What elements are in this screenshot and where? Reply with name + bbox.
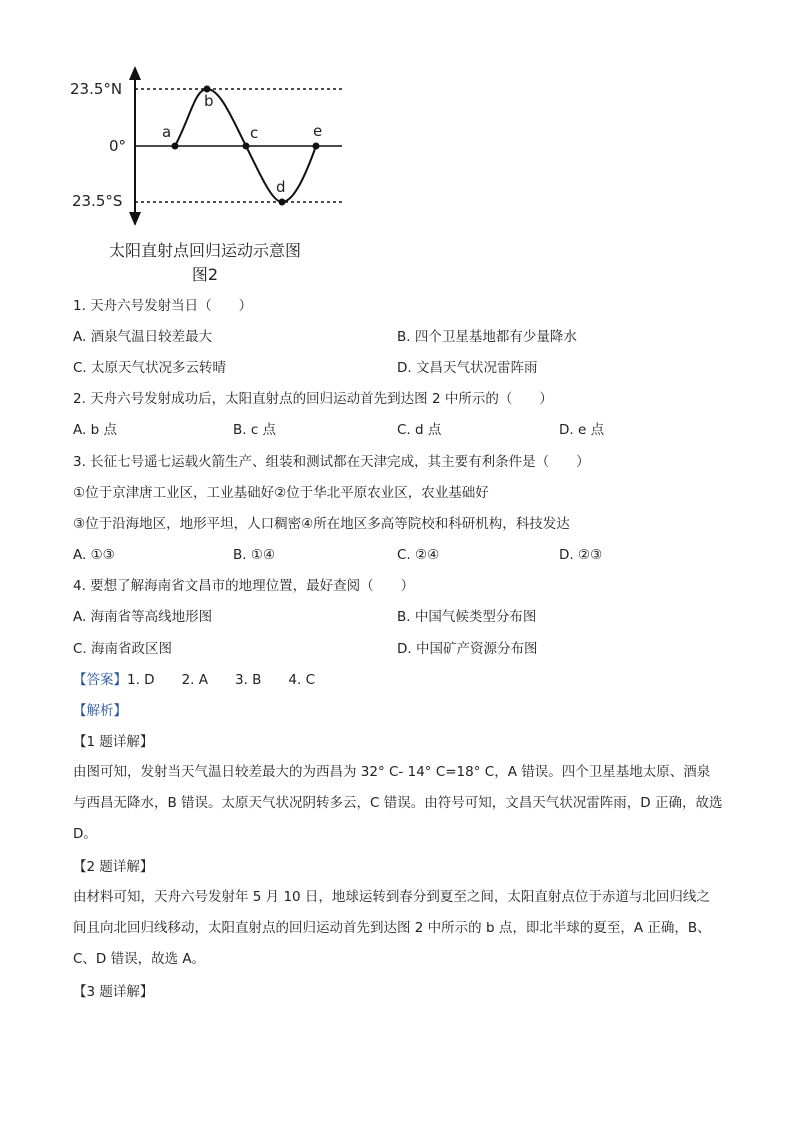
label-23-5-s: 23.5°S [72, 192, 123, 210]
question-3-stem: 3. 长征七号遥七运载火箭生产、组装和测试都在天津完成，其主要有利条件是（ ） [73, 454, 590, 470]
question-2-option-b: B. c 点 [233, 422, 277, 438]
question-2-option-c: C. d 点 [397, 422, 442, 438]
analysis-label: 【解析】 [73, 703, 127, 719]
sun-movement-figure [60, 58, 360, 288]
detail-2-text: 由材料可知，天舟六号发射年 5 月 10 日，地球运转到春分到夏至之间，太阳直射点位于赤道与北回归线之间且向北回归线移动，太阳直射点的回归运动首先到达图 2 中所示的 b 点，即北半球的夏至，A 正确，B、C、D 错误，故选 A。 [73, 889, 711, 967]
question-4-option-d: D. 中国矿产资源分布图 [397, 641, 538, 657]
answer-text: 1. D 2. A 3. B 4. C [127, 672, 316, 688]
point-a [172, 143, 179, 150]
detail-2-title: 【2 题详解】 [73, 859, 154, 875]
answer-line [73, 671, 315, 689]
axis-arrow-down-icon [129, 212, 141, 226]
question-3-option-c: C. ②④ [397, 547, 440, 563]
detail-1-text: 由图可知，发射当天气温日较差最大的为西昌为 32° C- 14° C=18° C，A 错误。四个卫星基地太原、酒泉与西昌无降水，B 错误。太原天气状况阴转多云，C 错误。由符号可知，文昌天气状况雷阵雨，D 正确，故选 D。 [73, 764, 723, 842]
question-2-option-d: D. e 点 [559, 422, 605, 438]
question-4-stem: 4. 要想了解海南省文昌市的地理位置，最好查阅（ ） [73, 578, 415, 594]
question-3-option-b: B. ①④ [233, 547, 276, 563]
question-1-option-d: D. 文昌天气状况雷阵雨 [397, 360, 538, 376]
question-2-stem: 2. 天舟六号发射成功后，太阳直射点的回归运动首先到达图 2 中所示的（ ） [73, 391, 553, 407]
question-3-option-a: A. ①③ [73, 547, 115, 563]
figure-number: 图2 [191, 265, 219, 284]
label-d: d [276, 178, 286, 196]
question-1-stem: 1. 天舟六号发射当日（ ） [73, 298, 253, 314]
label-23-5-n: 23.5°N [70, 80, 123, 98]
label-c: c [250, 124, 259, 142]
question-1-option-a: A. 酒泉气温日较差最大 [73, 329, 213, 345]
figure-caption: 太阳直射点回归运动示意图 [108, 241, 301, 260]
point-e [313, 143, 320, 150]
label-zero-degree: 0° [109, 137, 127, 155]
question-1-option-b: B. 四个卫星基地都有少量降水 [397, 329, 577, 345]
question-1-option-c: C. 太原天气状况多云转晴 [73, 360, 227, 376]
question-3-line-2: ③位于沿海地区，地形平坦，人口稠密④所在地区多高等院校和科研机构，科技发达 [73, 516, 570, 532]
label-a: a [162, 123, 172, 141]
label-e: e [313, 122, 323, 140]
question-4-option-a: A. 海南省等高线地形图 [73, 609, 213, 625]
question-3-line-1: ①位于京津唐工业区，工业基础好②位于华北平原农业区，农业基础好 [73, 485, 489, 501]
detail-3-title: 【3 题详解】 [73, 984, 154, 1000]
question-3-option-d: D. ②③ [559, 547, 603, 563]
question-4-option-b: B. 中国气候类型分布图 [397, 609, 537, 625]
axis-arrow-up-icon [129, 66, 141, 80]
answer-label: 【答案】 [73, 672, 127, 688]
label-b: b [204, 92, 214, 110]
point-d [279, 199, 286, 206]
detail-1-title: 【1 题详解】 [73, 734, 154, 750]
question-2-option-a: A. b 点 [73, 422, 117, 438]
question-4-option-c: C. 海南省政区图 [73, 641, 173, 657]
point-c [243, 143, 250, 150]
